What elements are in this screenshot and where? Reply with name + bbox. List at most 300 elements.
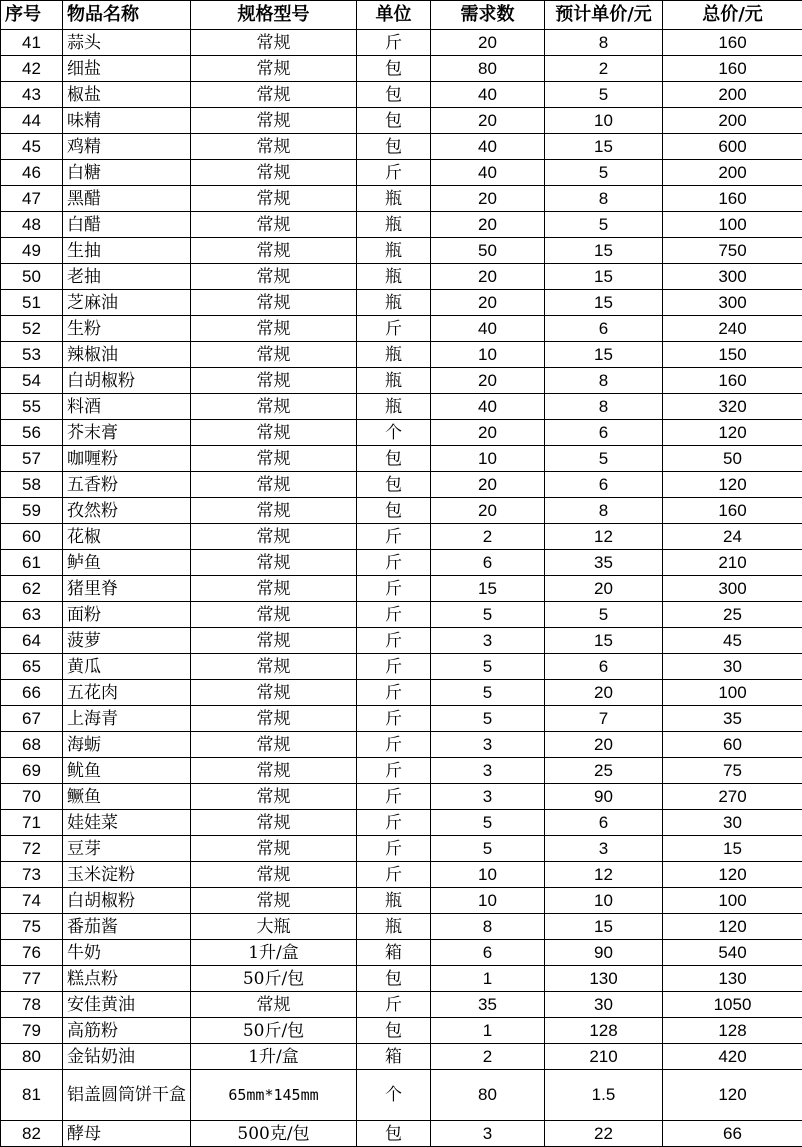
cell-total: 270 xyxy=(663,784,802,810)
cell-quantity: 20 xyxy=(431,108,545,134)
cell-unit-price: 15 xyxy=(545,290,663,316)
cell-index: 79 xyxy=(1,1018,63,1044)
cell-unit-price: 15 xyxy=(545,238,663,264)
cell-total: 160 xyxy=(663,56,802,82)
cell-unit: 瓶 xyxy=(357,290,431,316)
cell-item-name: 咖喱粉 xyxy=(63,446,191,472)
cell-item-name: 孜然粉 xyxy=(63,498,191,524)
cell-index: 82 xyxy=(1,1121,63,1147)
cell-total: 240 xyxy=(663,316,802,342)
cell-quantity: 20 xyxy=(431,186,545,212)
cell-total: 45 xyxy=(663,628,802,654)
cell-item-name: 五花肉 xyxy=(63,680,191,706)
cell-total: 750 xyxy=(663,238,802,264)
table-body xyxy=(1,30,802,1147)
cell-unit-price: 35 xyxy=(545,550,663,576)
cell-total: 160 xyxy=(663,186,802,212)
cell-spec: 常规 xyxy=(191,680,357,706)
cell-unit-price: 90 xyxy=(545,940,663,966)
cell-unit: 斤 xyxy=(357,992,431,1018)
cell-spec: 50斤/包 xyxy=(191,966,357,992)
cell-spec: 常规 xyxy=(191,238,357,264)
cell-unit-price: 5 xyxy=(545,82,663,108)
cell-index: 70 xyxy=(1,784,63,810)
cell-total: 24 xyxy=(663,524,802,550)
header-item-name: 物品名称 xyxy=(63,1,191,30)
cell-spec: 常规 xyxy=(191,290,357,316)
cell-spec: 常规 xyxy=(191,472,357,498)
table-row xyxy=(1,394,802,420)
cell-unit: 瓶 xyxy=(357,238,431,264)
cell-unit-price: 20 xyxy=(545,680,663,706)
cell-spec: 常规 xyxy=(191,550,357,576)
cell-item-name: 白胡椒粉 xyxy=(63,368,191,394)
cell-spec: 常规 xyxy=(191,654,357,680)
cell-quantity: 20 xyxy=(431,368,545,394)
cell-unit-price: 90 xyxy=(545,784,663,810)
cell-quantity: 8 xyxy=(431,914,545,940)
cell-item-name: 白醋 xyxy=(63,212,191,238)
cell-item-name: 老抽 xyxy=(63,264,191,290)
cell-quantity: 20 xyxy=(431,498,545,524)
cell-unit: 斤 xyxy=(357,862,431,888)
cell-index: 72 xyxy=(1,836,63,862)
cell-index: 61 xyxy=(1,550,63,576)
table-row xyxy=(1,1018,802,1044)
cell-spec: 常规 xyxy=(191,602,357,628)
cell-quantity: 5 xyxy=(431,810,545,836)
cell-unit-price: 15 xyxy=(545,134,663,160)
cell-item-name: 芥末膏 xyxy=(63,420,191,446)
table-row xyxy=(1,498,802,524)
cell-unit-price: 10 xyxy=(545,888,663,914)
cell-unit-price: 15 xyxy=(545,264,663,290)
cell-index: 50 xyxy=(1,264,63,290)
cell-unit-price: 20 xyxy=(545,732,663,758)
cell-quantity: 5 xyxy=(431,602,545,628)
table-row xyxy=(1,30,802,56)
cell-unit: 瓶 xyxy=(357,394,431,420)
table-row xyxy=(1,888,802,914)
cell-item-name: 面粉 xyxy=(63,602,191,628)
cell-index: 55 xyxy=(1,394,63,420)
cell-index: 44 xyxy=(1,108,63,134)
cell-index: 78 xyxy=(1,992,63,1018)
cell-quantity: 6 xyxy=(431,550,545,576)
cell-quantity: 40 xyxy=(431,82,545,108)
cell-total: 120 xyxy=(663,420,802,446)
cell-unit: 包 xyxy=(357,472,431,498)
cell-item-name: 玉米淀粉 xyxy=(63,862,191,888)
cell-unit: 斤 xyxy=(357,576,431,602)
cell-item-name: 高筋粉 xyxy=(63,1018,191,1044)
cell-spec: 常规 xyxy=(191,108,357,134)
cell-spec: 常规 xyxy=(191,732,357,758)
table-row xyxy=(1,368,802,394)
cell-total: 30 xyxy=(663,810,802,836)
cell-unit-price: 8 xyxy=(545,368,663,394)
cell-unit: 箱 xyxy=(357,1044,431,1070)
cell-unit: 包 xyxy=(357,966,431,992)
header-row xyxy=(1,1,802,30)
cell-quantity: 40 xyxy=(431,316,545,342)
cell-total: 160 xyxy=(663,30,802,56)
cell-unit-price: 6 xyxy=(545,420,663,446)
cell-item-name: 上海青 xyxy=(63,706,191,732)
cell-item-name: 豆芽 xyxy=(63,836,191,862)
cell-item-name: 花椒 xyxy=(63,524,191,550)
cell-index: 48 xyxy=(1,212,63,238)
cell-quantity: 20 xyxy=(431,264,545,290)
cell-quantity: 10 xyxy=(431,888,545,914)
cell-total: 300 xyxy=(663,290,802,316)
cell-spec: 常规 xyxy=(191,342,357,368)
cell-index: 66 xyxy=(1,680,63,706)
cell-quantity: 3 xyxy=(431,628,545,654)
cell-index: 81 xyxy=(1,1070,63,1121)
cell-total: 160 xyxy=(663,498,802,524)
cell-quantity: 40 xyxy=(431,160,545,186)
cell-unit: 斤 xyxy=(357,160,431,186)
table-row xyxy=(1,56,802,82)
cell-unit-price: 8 xyxy=(545,186,663,212)
cell-quantity: 2 xyxy=(431,524,545,550)
cell-spec: 大瓶 xyxy=(191,914,357,940)
cell-total: 200 xyxy=(663,108,802,134)
table-row xyxy=(1,1070,802,1121)
cell-unit: 斤 xyxy=(357,316,431,342)
cell-index: 46 xyxy=(1,160,63,186)
cell-unit: 斤 xyxy=(357,836,431,862)
cell-spec: 常规 xyxy=(191,706,357,732)
cell-index: 68 xyxy=(1,732,63,758)
cell-total: 540 xyxy=(663,940,802,966)
cell-unit: 个 xyxy=(357,420,431,446)
cell-unit-price: 15 xyxy=(545,342,663,368)
cell-quantity: 10 xyxy=(431,446,545,472)
cell-quantity: 20 xyxy=(431,290,545,316)
table-row xyxy=(1,732,802,758)
table-row xyxy=(1,290,802,316)
cell-unit-price: 20 xyxy=(545,576,663,602)
cell-item-name: 鲈鱼 xyxy=(63,550,191,576)
cell-unit-price: 130 xyxy=(545,966,663,992)
cell-spec: 常规 xyxy=(191,992,357,1018)
cell-quantity: 20 xyxy=(431,472,545,498)
cell-unit: 斤 xyxy=(357,654,431,680)
cell-unit: 斤 xyxy=(357,550,431,576)
cell-index: 77 xyxy=(1,966,63,992)
cell-index: 56 xyxy=(1,420,63,446)
table-row xyxy=(1,160,802,186)
cell-quantity: 3 xyxy=(431,732,545,758)
cell-unit: 包 xyxy=(357,1121,431,1147)
cell-total: 66 xyxy=(663,1121,802,1147)
cell-spec: 常规 xyxy=(191,56,357,82)
cell-spec: 常规 xyxy=(191,160,357,186)
cell-index: 51 xyxy=(1,290,63,316)
cell-item-name: 金钻奶油 xyxy=(63,1044,191,1070)
cell-unit: 包 xyxy=(357,82,431,108)
cell-unit-price: 25 xyxy=(545,758,663,784)
cell-spec: 1升/盒 xyxy=(191,940,357,966)
cell-unit-price: 15 xyxy=(545,914,663,940)
cell-index: 45 xyxy=(1,134,63,160)
cell-quantity: 10 xyxy=(431,342,545,368)
table-row xyxy=(1,602,802,628)
table-row xyxy=(1,420,802,446)
cell-unit: 斤 xyxy=(357,810,431,836)
cell-unit: 瓶 xyxy=(357,368,431,394)
cell-index: 60 xyxy=(1,524,63,550)
cell-unit: 斤 xyxy=(357,758,431,784)
table-row xyxy=(1,992,802,1018)
cell-quantity: 15 xyxy=(431,576,545,602)
cell-quantity: 80 xyxy=(431,1070,545,1121)
cell-unit: 包 xyxy=(357,498,431,524)
table-row xyxy=(1,342,802,368)
header-unit-price: 预计单价/元 xyxy=(545,1,663,30)
cell-item-name: 铝盖圆筒饼干盒 xyxy=(63,1070,191,1121)
cell-item-name: 安佳黄油 xyxy=(63,992,191,1018)
cell-item-name: 菠萝 xyxy=(63,628,191,654)
cell-spec: 常规 xyxy=(191,628,357,654)
header-index: 序号 xyxy=(1,1,63,30)
cell-item-name: 味精 xyxy=(63,108,191,134)
table-row xyxy=(1,108,802,134)
cell-total: 130 xyxy=(663,966,802,992)
cell-unit: 个 xyxy=(357,1070,431,1121)
cell-unit: 斤 xyxy=(357,30,431,56)
table-row xyxy=(1,524,802,550)
cell-unit: 包 xyxy=(357,1018,431,1044)
cell-quantity: 2 xyxy=(431,1044,545,1070)
table-row xyxy=(1,628,802,654)
cell-item-name: 鳜鱼 xyxy=(63,784,191,810)
cell-index: 62 xyxy=(1,576,63,602)
cell-index: 42 xyxy=(1,56,63,82)
cell-item-name: 鸡精 xyxy=(63,134,191,160)
cell-index: 67 xyxy=(1,706,63,732)
table-row xyxy=(1,784,802,810)
cell-spec: 常规 xyxy=(191,888,357,914)
cell-quantity: 3 xyxy=(431,784,545,810)
cell-index: 43 xyxy=(1,82,63,108)
cell-quantity: 6 xyxy=(431,940,545,966)
cell-total: 200 xyxy=(663,82,802,108)
table-row xyxy=(1,82,802,108)
cell-unit: 斤 xyxy=(357,628,431,654)
cell-spec: 常规 xyxy=(191,862,357,888)
cell-spec: 常规 xyxy=(191,212,357,238)
table-row xyxy=(1,862,802,888)
cell-spec: 常规 xyxy=(191,446,357,472)
cell-spec: 常规 xyxy=(191,576,357,602)
cell-total: 50 xyxy=(663,446,802,472)
cell-index: 54 xyxy=(1,368,63,394)
table-row xyxy=(1,134,802,160)
cell-unit: 瓶 xyxy=(357,264,431,290)
table-row xyxy=(1,316,802,342)
cell-item-name: 辣椒油 xyxy=(63,342,191,368)
cell-total: 128 xyxy=(663,1018,802,1044)
cell-quantity: 1 xyxy=(431,1018,545,1044)
cell-quantity: 20 xyxy=(431,212,545,238)
cell-quantity: 35 xyxy=(431,992,545,1018)
cell-total: 1050 xyxy=(663,992,802,1018)
cell-quantity: 5 xyxy=(431,706,545,732)
cell-spec: 常规 xyxy=(191,784,357,810)
cell-item-name: 白胡椒粉 xyxy=(63,888,191,914)
cell-total: 60 xyxy=(663,732,802,758)
cell-total: 15 xyxy=(663,836,802,862)
cell-item-name: 椒盐 xyxy=(63,82,191,108)
table-row xyxy=(1,212,802,238)
cell-item-name: 海蛎 xyxy=(63,732,191,758)
cell-unit: 斤 xyxy=(357,680,431,706)
cell-total: 120 xyxy=(663,472,802,498)
cell-total: 100 xyxy=(663,888,802,914)
table-row xyxy=(1,758,802,784)
table-row xyxy=(1,680,802,706)
table-row xyxy=(1,1044,802,1070)
table-row xyxy=(1,472,802,498)
cell-total: 300 xyxy=(663,576,802,602)
cell-quantity: 20 xyxy=(431,420,545,446)
cell-unit: 瓶 xyxy=(357,212,431,238)
cell-unit-price: 15 xyxy=(545,628,663,654)
cell-unit: 斤 xyxy=(357,706,431,732)
cell-quantity: 80 xyxy=(431,56,545,82)
cell-total: 100 xyxy=(663,680,802,706)
cell-spec: 常规 xyxy=(191,394,357,420)
cell-item-name: 五香粉 xyxy=(63,472,191,498)
cell-spec: 常规 xyxy=(191,264,357,290)
cell-unit-price: 12 xyxy=(545,524,663,550)
header-quantity: 需求数 xyxy=(431,1,545,30)
cell-unit-price: 5 xyxy=(545,602,663,628)
cell-item-name: 番茄酱 xyxy=(63,914,191,940)
cell-spec: 常规 xyxy=(191,82,357,108)
cell-unit: 包 xyxy=(357,446,431,472)
cell-total: 25 xyxy=(663,602,802,628)
cell-spec: 常规 xyxy=(191,758,357,784)
cell-index: 80 xyxy=(1,1044,63,1070)
cell-quantity: 3 xyxy=(431,758,545,784)
cell-unit-price: 7 xyxy=(545,706,663,732)
cell-item-name: 细盐 xyxy=(63,56,191,82)
table-row xyxy=(1,238,802,264)
cell-spec: 500克/包 xyxy=(191,1121,357,1147)
cell-quantity: 5 xyxy=(431,654,545,680)
cell-item-name: 芝麻油 xyxy=(63,290,191,316)
cell-unit: 瓶 xyxy=(357,342,431,368)
cell-index: 53 xyxy=(1,342,63,368)
cell-spec: 常规 xyxy=(191,836,357,862)
table-row xyxy=(1,446,802,472)
cell-item-name: 牛奶 xyxy=(63,940,191,966)
cell-quantity: 1 xyxy=(431,966,545,992)
cell-unit-price: 8 xyxy=(545,394,663,420)
table-row xyxy=(1,576,802,602)
cell-index: 57 xyxy=(1,446,63,472)
cell-unit-price: 6 xyxy=(545,316,663,342)
cell-total: 160 xyxy=(663,368,802,394)
cell-spec: 常规 xyxy=(191,134,357,160)
cell-unit-price: 12 xyxy=(545,862,663,888)
cell-total: 600 xyxy=(663,134,802,160)
cell-unit: 包 xyxy=(357,56,431,82)
cell-quantity: 5 xyxy=(431,680,545,706)
cell-quantity: 20 xyxy=(431,30,545,56)
cell-item-name: 酵母 xyxy=(63,1121,191,1147)
cell-unit-price: 3 xyxy=(545,836,663,862)
header-unit: 单位 xyxy=(357,1,431,30)
cell-index: 75 xyxy=(1,914,63,940)
cell-unit: 瓶 xyxy=(357,186,431,212)
cell-spec: 常规 xyxy=(191,316,357,342)
cell-item-name: 生抽 xyxy=(63,238,191,264)
cell-unit-price: 10 xyxy=(545,108,663,134)
cell-item-name: 生粉 xyxy=(63,316,191,342)
table-row xyxy=(1,264,802,290)
cell-spec: 常规 xyxy=(191,524,357,550)
cell-quantity: 3 xyxy=(431,1121,545,1147)
cell-item-name: 料酒 xyxy=(63,394,191,420)
cell-total: 30 xyxy=(663,654,802,680)
table-row xyxy=(1,966,802,992)
cell-quantity: 40 xyxy=(431,134,545,160)
cell-spec: 常规 xyxy=(191,498,357,524)
cell-index: 64 xyxy=(1,628,63,654)
cell-unit: 斤 xyxy=(357,524,431,550)
cell-spec: 常规 xyxy=(191,420,357,446)
cell-spec: 1升/盒 xyxy=(191,1044,357,1070)
cell-unit-price: 30 xyxy=(545,992,663,1018)
cell-unit: 斤 xyxy=(357,784,431,810)
cell-unit-price: 210 xyxy=(545,1044,663,1070)
cell-spec: 常规 xyxy=(191,186,357,212)
header-spec: 规格型号 xyxy=(191,1,357,30)
cell-unit-price: 22 xyxy=(545,1121,663,1147)
cell-index: 59 xyxy=(1,498,63,524)
cell-unit-price: 1.5 xyxy=(545,1070,663,1121)
cell-index: 41 xyxy=(1,30,63,56)
cell-unit-price: 8 xyxy=(545,30,663,56)
cell-total: 35 xyxy=(663,706,802,732)
cell-unit: 斤 xyxy=(357,732,431,758)
cell-index: 47 xyxy=(1,186,63,212)
cell-total: 150 xyxy=(663,342,802,368)
cell-total: 120 xyxy=(663,914,802,940)
table-row xyxy=(1,706,802,732)
cell-total: 300 xyxy=(663,264,802,290)
cell-item-name: 鱿鱼 xyxy=(63,758,191,784)
cell-spec: 常规 xyxy=(191,368,357,394)
cell-total: 100 xyxy=(663,212,802,238)
cell-item-name: 黑醋 xyxy=(63,186,191,212)
cell-spec: 常规 xyxy=(191,810,357,836)
cell-item-name: 蒜头 xyxy=(63,30,191,56)
cell-unit: 斤 xyxy=(357,602,431,628)
cell-index: 49 xyxy=(1,238,63,264)
table-row xyxy=(1,1121,802,1147)
cell-unit-price: 6 xyxy=(545,654,663,680)
cell-unit: 瓶 xyxy=(357,914,431,940)
table-row xyxy=(1,654,802,680)
table-row xyxy=(1,550,802,576)
cell-unit-price: 5 xyxy=(545,212,663,238)
